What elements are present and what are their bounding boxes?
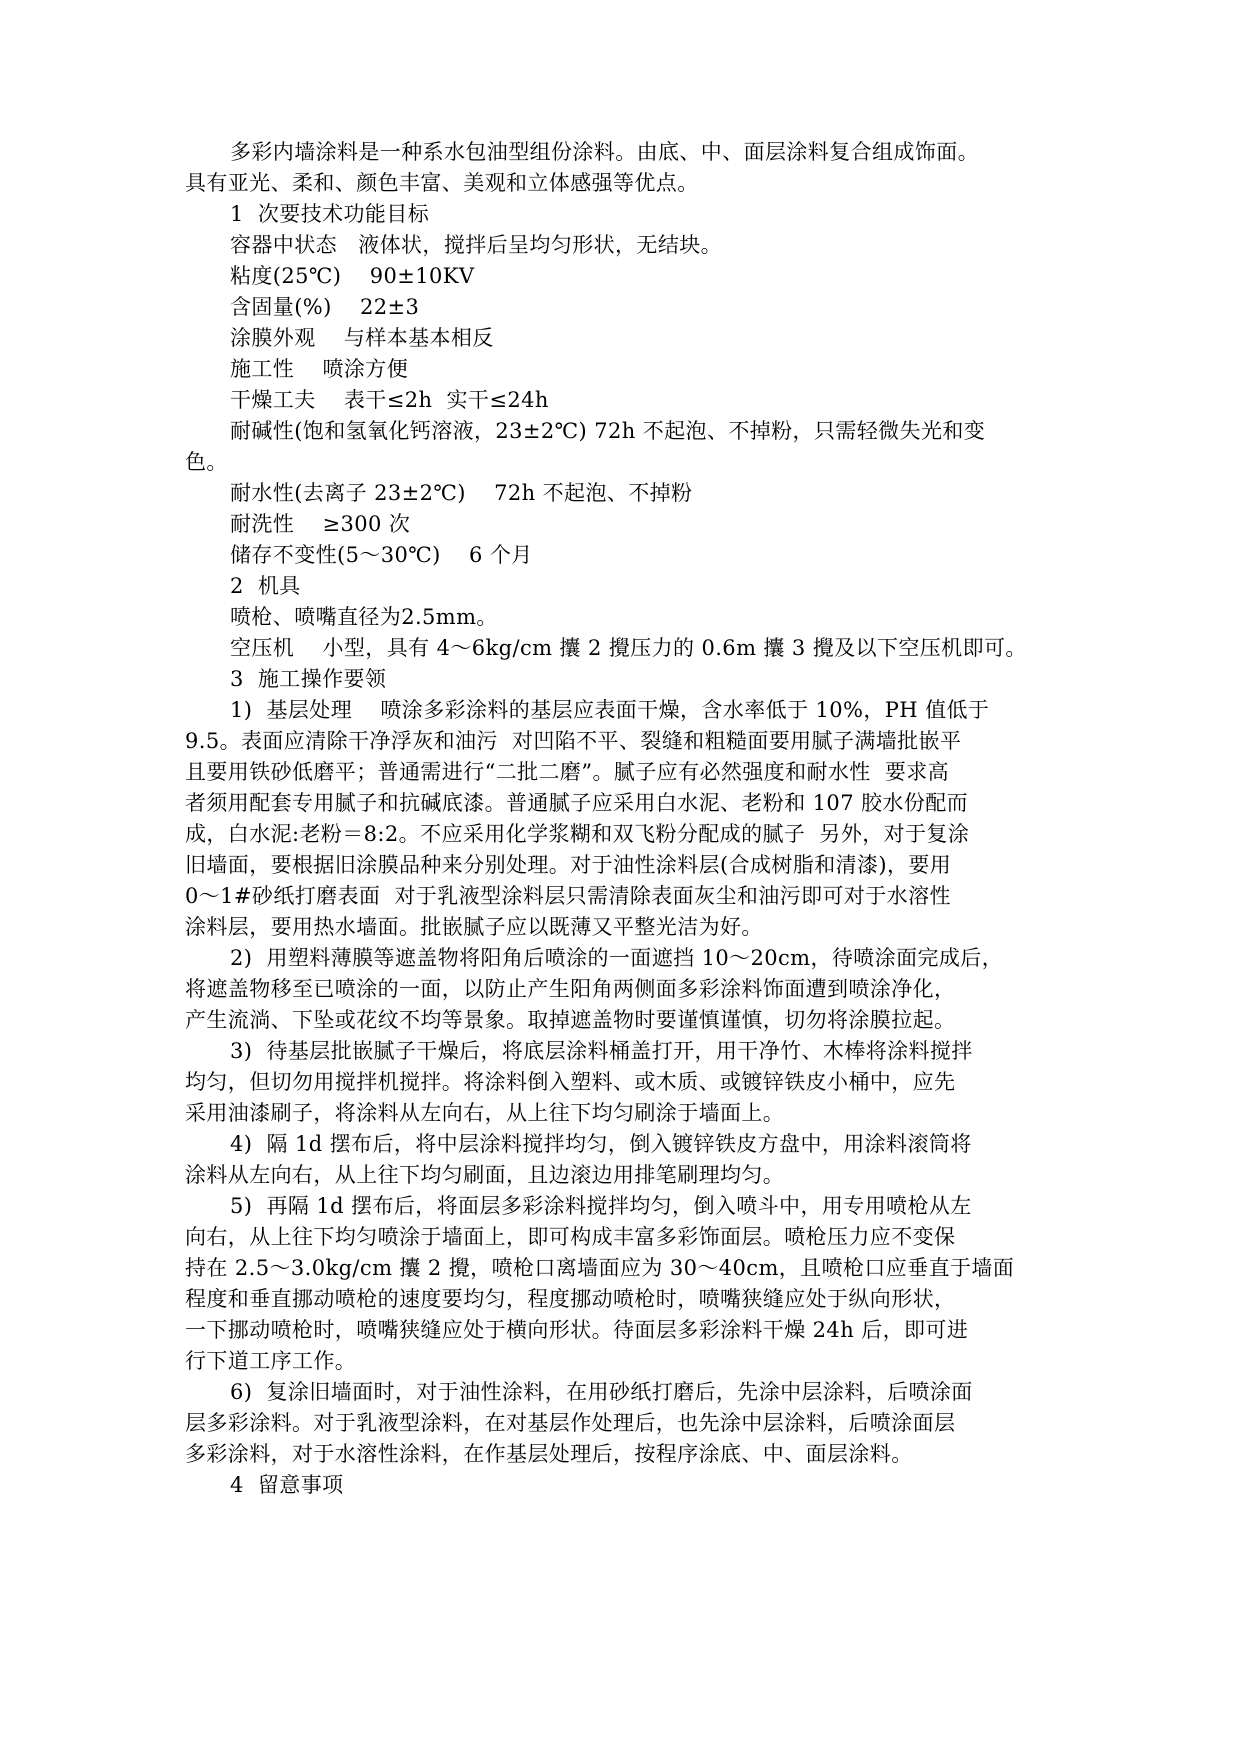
section-heading: 4 留意事项 — [230, 1473, 344, 1497]
text-line: 0～1#砂纸打磨表面 对于乳液型涂料层只需清除表面灰尘和油污即可对于水溶性 — [185, 884, 951, 908]
text-line: 程度和垂直挪动喷枪的速度要均匀，程度挪动喷枪时，喷嘴狭缝应处于纵向形状， — [185, 1287, 956, 1311]
text-line: 产生流淌、下坠或花纹不均等景象。取掉遮盖物时要谨慎谨慎，切勿将涂膜拉起。 — [185, 1008, 956, 1032]
text-line: 多彩涂料，对于水溶性涂料，在作基层处理后，按程序涂底、中、面层涂料。 — [185, 1442, 913, 1466]
text-line: 粘度(25℃) 90±10KV — [230, 264, 475, 288]
text-line: 耐碱性(饱和氢氧化钙溶液，23±2℃) 72h 不起泡、不掉粉，只需轻微失光和变 — [230, 419, 986, 443]
text-line: 储存不变性(5～30℃) 6 个月 — [230, 543, 533, 567]
text-line: 容器中状态 液体状，搅拌后呈均匀形状，无结块。 — [230, 233, 723, 257]
text-line: 旧墙面，要根据旧涂膜品种来分别处理。对于油性涂料层(合成树脂和清漆)，要用 — [185, 853, 952, 877]
text-line: 1) 基层处理 喷涂多彩涂料的基层应表面干燥，含水率低于 10%，PH 值低于 — [230, 698, 990, 722]
text-line: 5) 再隔 1d 摆布后，将面层多彩涂料搅拌均匀，倒入喷斗中，用专用喷枪从左 — [230, 1194, 972, 1218]
text-line: 多彩内墙涂料是一种系水包油型组份涂料。由底、中、面层涂料复合组成饰面。 — [230, 140, 979, 164]
text-line: 且要用铁砂低磨平；普通需进行“二批二磨”。腻子应有必然强度和耐水性 要求高 — [185, 760, 950, 784]
text-line: 涂膜外观 与样本基本相反 — [230, 326, 494, 350]
text-line: 耐洗性 ≥300 次 — [230, 512, 411, 536]
text-line: 4) 隔 1d 摆布后，将中层涂料搅拌均匀，倒入镀锌铁皮方盘中，用涂料滚筒将 — [230, 1132, 972, 1156]
text-line: 涂料层，要用热水墙面。批嵌腻子应以既薄又平整光洁为好。 — [185, 915, 763, 939]
section-heading: 2 机具 — [230, 574, 301, 598]
text-line: 采用油漆刷子，将涂料从左向右，从上往下均匀刷涂于墙面上。 — [185, 1101, 785, 1125]
section-heading: 1 次要技术功能目标 — [230, 202, 430, 226]
text-line: 6) 复涂旧墙面时，对于油性涂料，在用砂纸打磨后，先涂中层涂料，后喷涂面 — [230, 1380, 973, 1404]
text-line: 成，白水泥:老粉＝8:2。不应采用化学浆糊和双飞粉分配成的腻子 另外，对于复涂 — [185, 822, 970, 846]
text-line: 色。 — [185, 450, 228, 474]
text-line: 行下道工序工作。 — [185, 1349, 357, 1373]
text-line: 将遮盖物移至已喷涂的一面，以防止产生阳角两侧面多彩涂料饰面遭到喷涂净化， — [185, 977, 956, 1001]
text-line: 向右，从上往下均匀喷涂于墙面上，即可构成丰富多彩饰面层。喷枪压力应不变保 — [185, 1225, 956, 1249]
text-line: 含固量(%) 22±3 — [230, 295, 420, 319]
text-line: 施工性 喷涂方便 — [230, 357, 409, 381]
text-line: 者须用配套专用腻子和抗碱底漆。普通腻子应采用白水泥、老粉和 107 胶水份配而 — [185, 791, 969, 815]
text-line: 持在 2.5～3.0kg/cm 攮 2 攪，喷枪口离墙面应为 30～40cm，且喷枪口应垂直于墙面 — [185, 1256, 1015, 1280]
text-line: 耐水性(去离子 23±2℃) 72h 不起泡、不掉粉 — [230, 481, 693, 505]
text-line: 具有亚光、柔和、颜色丰富、美观和立体感强等优点。 — [185, 171, 699, 195]
text-line: 涂料从左向右，从上往下均匀刷面，且边滚边用排笔刷理均匀。 — [185, 1163, 785, 1187]
section-heading: 3 施工操作要领 — [230, 667, 387, 691]
text-line: 3) 待基层批嵌腻子干燥后，将底层涂料桶盖打开，用干净竹、木棒将涂料搅拌 — [230, 1039, 973, 1063]
text-line: 层多彩涂料。对于乳液型涂料，在对基层作处理后，也先涂中层涂料，后喷涂面层 — [185, 1411, 956, 1435]
text-line: 均匀，但切勿用搅拌机搅拌。将涂料倒入塑料、或木质、或镀锌铁皮小桶中，应先 — [185, 1070, 956, 1094]
text-line: 9.5。表面应清除干净浮灰和油污 对凹陷不平、裂缝和粗糙面要用腻子满墙批嵌平 — [185, 729, 962, 753]
text-line: 空压机 小型，具有 4～6kg/cm 攮 2 攪压力的 0.6m 攮 3 攪及以下空压机即可。 — [230, 636, 1027, 660]
text-line: 喷枪、喷嘴直径为2.5mm。 — [230, 605, 498, 629]
text-line: 2) 用塑料薄膜等遮盖物将阳角后喷涂的一面遮挡 10～20cm，待喷涂面完成后， — [230, 946, 1004, 970]
text-line: 一下挪动喷枪时，喷嘴狭缝应处于横向形状。待面层多彩涂料干燥 24h 后，即可进 — [185, 1318, 969, 1342]
text-line: 干燥工夫 表干≤2h 实干≤24h — [230, 388, 549, 412]
